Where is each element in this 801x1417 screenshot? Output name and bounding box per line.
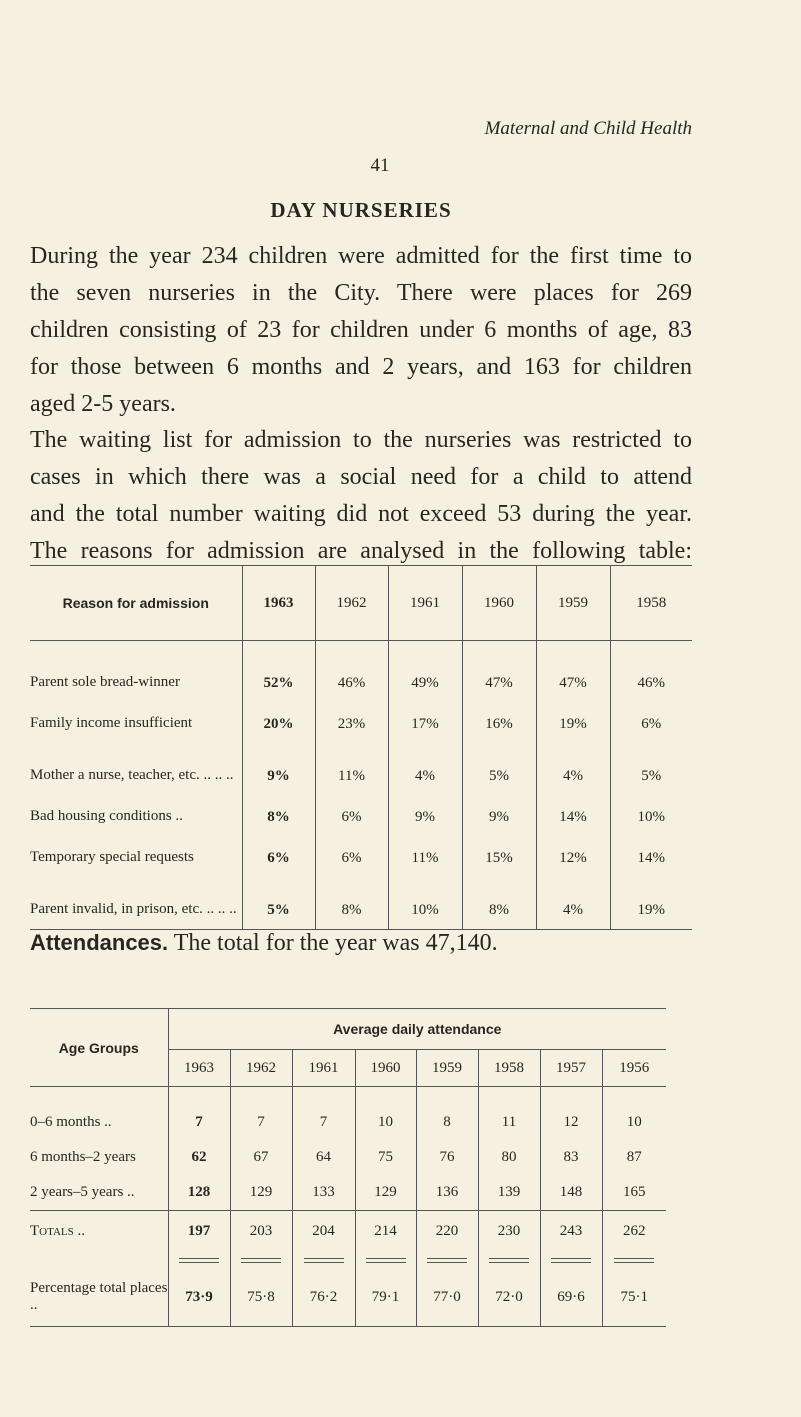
double-underline xyxy=(427,1258,467,1263)
cell-value: 77·0 xyxy=(416,1268,478,1327)
double-underline xyxy=(304,1258,344,1263)
cell-value: 23% xyxy=(315,696,388,737)
text-line: the seven nurseries in the City. There were places for 269 xyxy=(30,280,692,306)
column-header: 1962 xyxy=(315,566,388,641)
cell-value: 136 xyxy=(416,1175,478,1211)
attendances-paragraph xyxy=(30,930,498,957)
cell-value: 262 xyxy=(602,1211,666,1252)
age-groups-header: Age Groups xyxy=(30,1009,168,1087)
cell-value: 19% xyxy=(536,696,610,737)
double-rule xyxy=(478,1251,540,1268)
cell-value: 46% xyxy=(315,641,388,697)
cell-value: 20% xyxy=(242,696,315,737)
cell-value: 128 xyxy=(168,1175,230,1211)
row-label: Parent invalid, in prison, etc. .. .. .. xyxy=(30,871,242,930)
cell-value: 4% xyxy=(536,737,610,789)
column-header: 1963 xyxy=(242,566,315,641)
cell-value: 133 xyxy=(292,1175,355,1211)
column-header: Reason for admission xyxy=(30,566,242,641)
table-row xyxy=(30,696,692,737)
column-header: 1959 xyxy=(536,566,610,641)
attendances-heading: Attendances. xyxy=(30,930,169,955)
cell-value: 12 xyxy=(540,1087,602,1141)
cell-value: 64 xyxy=(292,1140,355,1175)
cell-value: 9% xyxy=(242,737,315,789)
cell-value: 5% xyxy=(462,737,536,789)
double-underline xyxy=(179,1258,219,1263)
row-label: 2 years–5 years .. xyxy=(30,1184,135,1200)
paragraph-admissions xyxy=(30,238,692,423)
year-header: 1956 xyxy=(602,1050,666,1087)
row-label: Temporary special requests xyxy=(30,849,194,865)
cell-value: 49% xyxy=(388,641,462,697)
cell-value: 14% xyxy=(610,830,692,871)
text-line: aged 2-5 years. xyxy=(30,391,176,417)
cell-value: 8% xyxy=(315,871,388,930)
cell-value: 72·0 xyxy=(478,1268,540,1327)
table-row xyxy=(30,789,692,830)
double-underline xyxy=(489,1258,529,1263)
cell-value: 214 xyxy=(355,1211,416,1252)
cell-value: 47% xyxy=(536,641,610,697)
cell-value: 7 xyxy=(292,1087,355,1141)
running-head: Maternal and Child Health xyxy=(484,118,692,139)
cell-value: 76·2 xyxy=(292,1268,355,1327)
row-label: Parent sole bread-winner xyxy=(30,674,180,690)
cell-value: 5% xyxy=(610,737,692,789)
cell-value: 69·6 xyxy=(540,1268,602,1327)
column-header: 1961 xyxy=(388,566,462,641)
cell-value: 10% xyxy=(388,871,462,930)
text-line: and the total number waiting did not exceed 53 during the year. xyxy=(30,501,692,527)
double-rule xyxy=(602,1251,666,1268)
spacer xyxy=(30,1251,168,1268)
cell-value: 197 xyxy=(168,1211,230,1252)
cell-value: 4% xyxy=(388,737,462,789)
year-header: 1959 xyxy=(416,1050,478,1087)
cell-value: 47% xyxy=(462,641,536,697)
cell-value: 139 xyxy=(478,1175,540,1211)
cell-value: 8% xyxy=(462,871,536,930)
year-header: 1962 xyxy=(230,1050,292,1087)
cell-value: 10% xyxy=(610,789,692,830)
row-label: Totals .. xyxy=(30,1211,168,1252)
cell-value: 11% xyxy=(315,737,388,789)
double-rule xyxy=(292,1251,355,1268)
cell-value: 6% xyxy=(242,830,315,871)
year-header: 1958 xyxy=(478,1050,540,1087)
double-underline xyxy=(241,1258,281,1263)
table-row xyxy=(30,1211,666,1252)
year-header: 1963 xyxy=(168,1050,230,1087)
cell-value: 11 xyxy=(478,1087,540,1141)
attendances-text: The total for the year was 47,140. xyxy=(173,930,498,956)
cell-value: 220 xyxy=(416,1211,478,1252)
attendance-table xyxy=(30,1008,666,1327)
cell-value: 8% xyxy=(242,789,315,830)
table-row xyxy=(30,737,692,789)
double-rule xyxy=(540,1251,602,1268)
cell-value: 129 xyxy=(230,1175,292,1211)
cell-value: 73·9 xyxy=(168,1268,230,1327)
cell-value: 75 xyxy=(355,1140,416,1175)
cell-value: 10 xyxy=(602,1087,666,1141)
cell-value: 52% xyxy=(242,641,315,697)
cell-value: 76 xyxy=(416,1140,478,1175)
cell-value: 9% xyxy=(388,789,462,830)
table-row xyxy=(30,641,692,697)
cell-value: 11% xyxy=(388,830,462,871)
cell-value: 16% xyxy=(462,696,536,737)
cell-value: 75·1 xyxy=(602,1268,666,1327)
cell-value: 6% xyxy=(610,696,692,737)
cell-value: 7 xyxy=(230,1087,292,1141)
cell-value: 83 xyxy=(540,1140,602,1175)
cell-value: 4% xyxy=(536,871,610,930)
cell-value: 204 xyxy=(292,1211,355,1252)
double-underline xyxy=(366,1258,406,1263)
cell-value: 9% xyxy=(462,789,536,830)
text-line: children consisting of 23 for children under 6 months of age, 83 xyxy=(30,317,692,343)
table-row xyxy=(30,1268,666,1327)
double-underline xyxy=(551,1258,591,1263)
cell-value: 6% xyxy=(315,830,388,871)
group-header: Average daily attendance xyxy=(168,1009,666,1050)
cell-value: 148 xyxy=(540,1175,602,1211)
text-line: The waiting list for admission to the nurseries was restricted to xyxy=(30,427,692,453)
cell-value: 19% xyxy=(610,871,692,930)
row-label: Family income insufficient xyxy=(30,715,193,731)
cell-value: 7 xyxy=(168,1087,230,1141)
cell-value: 17% xyxy=(388,696,462,737)
column-header: 1960 xyxy=(462,566,536,641)
double-rule-row xyxy=(30,1251,666,1268)
section-title: DAY NURSERIES xyxy=(270,198,452,222)
cell-value: 5% xyxy=(242,871,315,930)
paragraph-waiting-list xyxy=(30,422,692,570)
column-header: 1958 xyxy=(610,566,692,641)
table-row xyxy=(30,1140,666,1175)
cell-value: 243 xyxy=(540,1211,602,1252)
reasons-table xyxy=(30,565,692,930)
cell-value: 165 xyxy=(602,1175,666,1211)
table-row xyxy=(30,871,692,930)
double-underline xyxy=(614,1258,654,1263)
cell-value: 129 xyxy=(355,1175,416,1211)
cell-value: 8 xyxy=(416,1087,478,1141)
row-label: Mother a nurse, teacher, etc. .. .. .. xyxy=(30,767,234,783)
table-row xyxy=(30,1087,666,1141)
year-header: 1957 xyxy=(540,1050,602,1087)
table-row xyxy=(30,830,692,871)
cell-value: 79·1 xyxy=(355,1268,416,1327)
year-header: 1961 xyxy=(292,1050,355,1087)
row-label: 0–6 months .. xyxy=(30,1114,112,1130)
page-number: 41 xyxy=(370,155,390,176)
row-label: Bad housing conditions .. xyxy=(30,808,183,824)
text-line: cases in which there was a social need for a child to attend xyxy=(30,464,692,490)
cell-value: 10 xyxy=(355,1087,416,1141)
double-rule xyxy=(416,1251,478,1268)
cell-value: 87 xyxy=(602,1140,666,1175)
year-header: 1960 xyxy=(355,1050,416,1087)
cell-value: 15% xyxy=(462,830,536,871)
table-row xyxy=(30,1175,666,1211)
double-rule xyxy=(355,1251,416,1268)
double-rule xyxy=(168,1251,230,1268)
cell-value: 67 xyxy=(230,1140,292,1175)
double-rule xyxy=(230,1251,292,1268)
cell-value: 46% xyxy=(610,641,692,697)
cell-value: 80 xyxy=(478,1140,540,1175)
cell-value: 6% xyxy=(315,789,388,830)
cell-value: 62 xyxy=(168,1140,230,1175)
text-line: The reasons for admission are analysed in the following table: xyxy=(30,538,692,564)
cell-value: 75·8 xyxy=(230,1268,292,1327)
cell-value: 230 xyxy=(478,1211,540,1252)
cell-value: 14% xyxy=(536,789,610,830)
text-line: for those between 6 months and 2 years, and 163 for children xyxy=(30,354,692,380)
cell-value: 203 xyxy=(230,1211,292,1252)
row-label: 6 months–2 years xyxy=(30,1149,136,1165)
row-label: Percentage total places .. xyxy=(30,1268,168,1327)
text-line: During the year 234 children were admitted for the first time to xyxy=(30,243,692,269)
cell-value: 12% xyxy=(536,830,610,871)
